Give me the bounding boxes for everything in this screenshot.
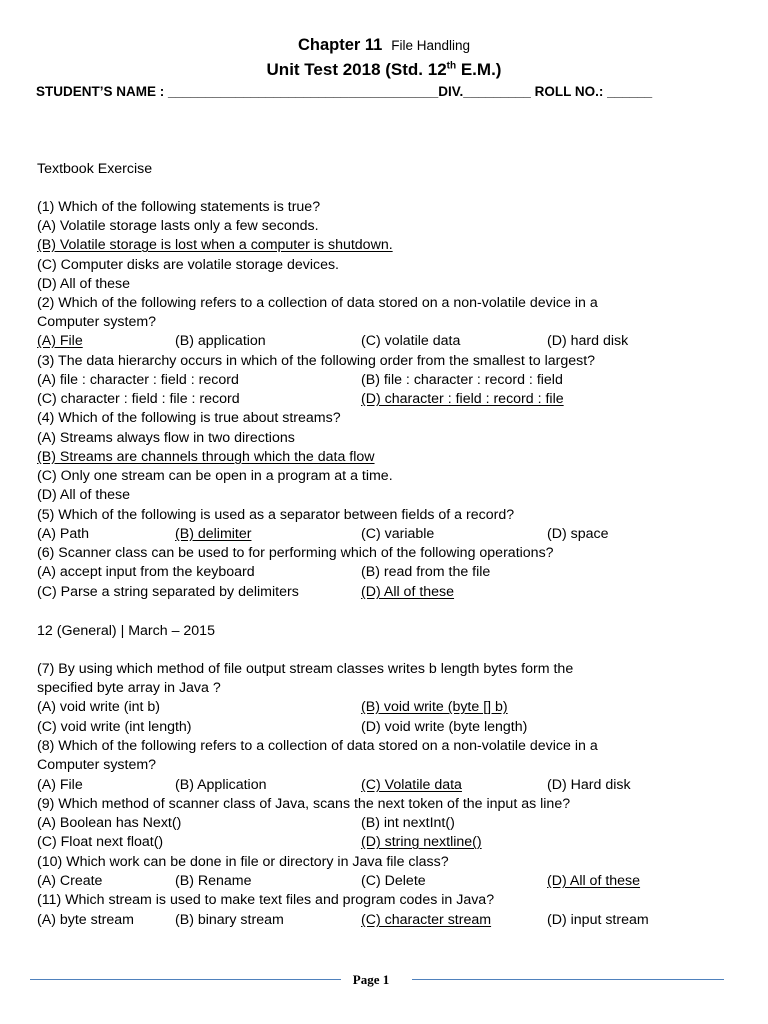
answer-option: (D) void write (byte length) xyxy=(361,719,528,735)
footer-rule-right xyxy=(412,979,724,980)
answer-option: (B) int nextInt() xyxy=(361,815,455,831)
question-text: specified byte array in Java ? xyxy=(37,680,221,696)
question-text: (C) Computer disks are volatile storage devices. xyxy=(37,257,339,273)
answer-option: (B) file : character : record : field xyxy=(361,372,563,388)
answer-option: (A) accept input from the keyboard xyxy=(37,564,255,580)
answer-option: (A) File xyxy=(37,777,83,793)
answer-option: (B) read from the file xyxy=(361,564,491,580)
question-line xyxy=(37,544,737,563)
answer-option: (A) file : character : field : record xyxy=(37,372,239,388)
question-text: (1) Which of the following statements is true? xyxy=(37,199,321,215)
question-line xyxy=(37,409,737,428)
question-line xyxy=(37,911,737,930)
question-text: (2) Which of the following refers to a collection of data stored on a non-volatile device in a xyxy=(37,295,598,311)
answer-option: (D) Hard disk xyxy=(547,777,631,793)
question-line xyxy=(37,795,737,814)
answer-option-correct: (C) Volatile data xyxy=(361,777,462,793)
answer-option: (B) binary stream xyxy=(175,912,284,928)
answer-option: (C) void write (int length) xyxy=(37,719,192,735)
answer-option: (A) Boolean has Next() xyxy=(37,815,182,831)
question-line xyxy=(37,275,737,294)
question-line xyxy=(37,352,737,371)
answer-option-correct: (C) character stream xyxy=(361,912,492,928)
question-line xyxy=(37,332,737,351)
answer-option: (D) space xyxy=(547,526,609,542)
answer-option-correct: (B) Volatile storage is lost when a computer is shutdown. xyxy=(37,237,393,253)
test-title-prefix: Unit Test 2018 (Std. 12 xyxy=(266,60,447,79)
test-title-sup: th xyxy=(446,60,457,72)
page-number: Page 1 xyxy=(352,972,390,987)
question-line xyxy=(37,371,737,390)
answer-option: (C) Parse a string separated by delimiters xyxy=(37,584,299,600)
question-line xyxy=(37,833,737,852)
question-line xyxy=(37,891,737,910)
answer-option-correct: (A) File xyxy=(37,333,83,349)
answer-option: (A) Path xyxy=(37,526,90,542)
question-line xyxy=(37,525,737,544)
section-heading-board xyxy=(37,622,737,641)
question-text: (3) The data hierarchy occurs in which of the following order from the smallest to largest? xyxy=(37,353,596,369)
test-title xyxy=(0,60,768,80)
question-text: (9) Which method of scanner class of Java, scans the next token of the input as line? xyxy=(37,796,571,812)
question-line xyxy=(37,814,737,833)
question-line xyxy=(37,853,737,872)
answer-option: (C) Delete xyxy=(361,873,426,889)
question-line xyxy=(37,217,737,236)
question-line xyxy=(37,198,737,217)
answer-option: (A) byte stream xyxy=(37,912,134,928)
chapter-heading xyxy=(0,36,768,55)
question-line xyxy=(37,390,737,409)
question-line xyxy=(37,776,737,795)
answer-option-correct: (D) All of these xyxy=(547,873,641,889)
question-line xyxy=(37,256,737,275)
section-heading-label: Textbook Exercise xyxy=(37,161,153,177)
chapter-label: Chapter 11 xyxy=(297,36,383,54)
answer-option: (B) Application xyxy=(175,777,267,793)
question-line xyxy=(37,448,737,467)
answer-option: (C) character : field : file : record xyxy=(37,391,240,407)
answer-option-correct: (D) All of these xyxy=(361,584,455,600)
answer-option-correct: (D) character : field : record : file xyxy=(361,391,564,407)
question-line xyxy=(37,718,737,737)
question-text: (10) Which work can be done in file or directory in Java file class? xyxy=(37,854,449,870)
question-text: (7) By using which method of file output stream classes writes b length bytes form the xyxy=(37,661,574,677)
question-line xyxy=(37,429,737,448)
answer-option: (C) variable xyxy=(361,526,435,542)
question-text: (11) Which stream is used to make text files and program codes in Java? xyxy=(37,892,495,908)
question-line xyxy=(37,872,737,891)
answer-option: (A) Create xyxy=(37,873,103,889)
question-line xyxy=(37,294,737,313)
question-line xyxy=(37,583,737,602)
question-line xyxy=(37,467,737,486)
answer-option: (D) hard disk xyxy=(547,333,629,349)
question-text: (5) Which of the following is used as a separator between fields of a record? xyxy=(37,507,515,523)
answer-option: (B) Rename xyxy=(175,873,252,889)
answer-option: (D) input stream xyxy=(547,912,649,928)
question-line xyxy=(37,313,737,332)
answer-option-correct: (B) void write (byte [] b) xyxy=(361,699,508,715)
question-line xyxy=(37,236,737,255)
chapter-topic: File Handling xyxy=(391,38,471,53)
question-line xyxy=(37,486,737,505)
question-line xyxy=(37,679,737,698)
question-text: (A) Volatile storage lasts only a few seconds. xyxy=(37,218,319,234)
question-line xyxy=(37,698,737,717)
answer-option: (C) Float next float() xyxy=(37,834,164,850)
question-text: (D) All of these xyxy=(37,487,131,503)
question-text: (4) Which of the following is true about streams? xyxy=(37,410,341,426)
question-text: (8) Which of the following refers to a collection of data stored on a non-volatile device in a xyxy=(37,738,598,754)
answer-option-correct: (D) string nextline() xyxy=(361,834,482,850)
question-text: Computer system? xyxy=(37,314,157,330)
section-heading-textbook xyxy=(37,160,737,179)
question-line xyxy=(37,563,737,582)
question-text: Computer system? xyxy=(37,757,157,773)
question-text: (D) All of these xyxy=(37,276,131,292)
question-line xyxy=(37,737,737,756)
answer-option-correct: (B) delimiter xyxy=(175,526,252,542)
section-heading-label: 12 (General) | March – 2015 xyxy=(37,623,215,639)
question-line xyxy=(37,506,737,525)
student-info-row: STUDENT’S NAME : ____________________________________DIV._________ ROLL NO.: ______ xyxy=(36,84,653,99)
question-text: (A) Streams always flow in two directions xyxy=(37,430,295,446)
question-text: (C) Only one stream can be open in a program at a time. xyxy=(37,468,393,484)
test-title-suffix: E.M.) xyxy=(456,60,502,79)
footer-rule-left xyxy=(30,979,341,980)
answer-option: (B) application xyxy=(175,333,266,349)
answer-option: (C) volatile data xyxy=(361,333,461,349)
answer-option-correct: (B) Streams are channels through which the data flow xyxy=(37,449,375,465)
question-line xyxy=(37,660,737,679)
question-text: (6) Scanner class can be used to for performing which of the following operations? xyxy=(37,545,554,561)
question-line xyxy=(37,756,737,775)
answer-option: (A) void write (int b) xyxy=(37,699,160,715)
